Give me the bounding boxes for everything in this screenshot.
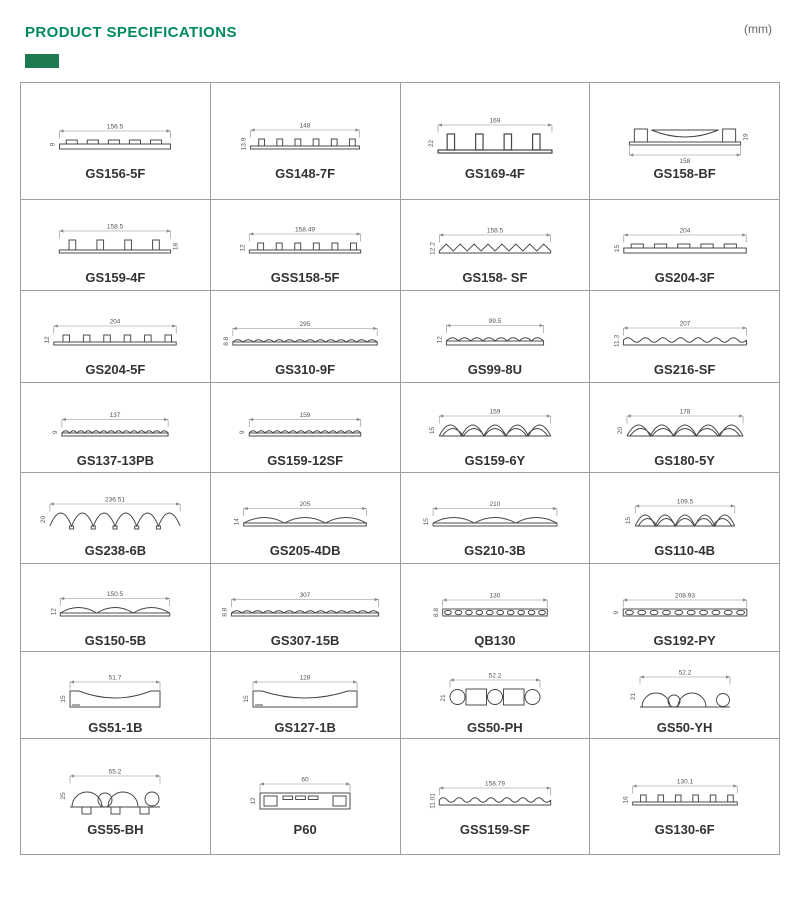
- svg-text:307: 307: [299, 591, 311, 599]
- profile-drawing: [595, 757, 775, 821]
- svg-text:55.2: 55.2: [109, 768, 122, 775]
- profile-drawing: [25, 478, 205, 542]
- product-cell: [401, 473, 591, 564]
- svg-text:20: 20: [40, 515, 48, 524]
- profile-drawing: [215, 655, 395, 719]
- svg-text:52.2: 52.2: [678, 669, 691, 677]
- product-code: GS204-5F: [85, 361, 146, 377]
- svg-text:208.93: 208.93: [674, 592, 695, 599]
- product-code: GS210-3B: [464, 543, 526, 558]
- svg-text:158.5: 158.5: [486, 227, 504, 235]
- product-code: GS51-1B: [88, 720, 143, 735]
- profile-drawing: [215, 757, 395, 821]
- product-cell: [401, 564, 591, 652]
- profile-drawing: [595, 205, 775, 269]
- product-cell: [21, 83, 211, 200]
- product-cell: [401, 83, 591, 200]
- svg-text:137: 137: [109, 411, 121, 419]
- profile-drawing: [215, 478, 395, 542]
- profile-drawing: [595, 101, 775, 165]
- product-code: P60: [293, 821, 317, 837]
- profile-drawing: [595, 568, 775, 632]
- profile-drawing: [215, 297, 395, 361]
- svg-text:19: 19: [742, 133, 750, 141]
- profile-drawing: [405, 101, 585, 165]
- product-cell: [21, 473, 211, 564]
- product-code: GS204-3F: [654, 270, 715, 285]
- product-cell: [590, 83, 780, 200]
- page-title: PRODUCT SPECIFICATIONS: [25, 24, 237, 41]
- svg-text:178: 178: [679, 408, 691, 415]
- svg-text:11.01: 11.01: [429, 792, 437, 809]
- unit-label: (mm): [744, 22, 772, 36]
- product-cell: [590, 473, 780, 564]
- profile-drawing: [215, 101, 395, 165]
- svg-text:156.5: 156.5: [107, 123, 124, 131]
- product-cell: [21, 200, 211, 291]
- svg-text:12: 12: [239, 244, 247, 252]
- svg-text:8.8: 8.8: [432, 607, 440, 617]
- svg-text:109.5: 109.5: [676, 498, 693, 506]
- page-header: [0, 0, 800, 68]
- product-code: GS110-4B: [654, 543, 715, 558]
- svg-text:150.5: 150.5: [107, 590, 124, 598]
- product-cell: [401, 383, 591, 473]
- product-code: GSS159-SF: [459, 821, 530, 837]
- svg-text:12: 12: [250, 796, 258, 805]
- svg-text:207: 207: [679, 320, 691, 327]
- profile-drawing: [595, 478, 775, 542]
- svg-text:22: 22: [427, 139, 435, 148]
- product-cell: [211, 652, 401, 739]
- svg-text:12: 12: [44, 335, 52, 344]
- svg-text:8.8: 8.8: [221, 607, 229, 617]
- profile-drawing: [595, 388, 775, 452]
- profile-drawing: [405, 297, 585, 361]
- product-cell: [590, 291, 780, 383]
- svg-text:13.9: 13.9: [240, 137, 248, 151]
- svg-text:15: 15: [624, 516, 632, 525]
- product-cell: [21, 739, 211, 855]
- product-code: GS307-15B: [270, 632, 340, 648]
- product-code: GS137-13PB: [76, 452, 155, 468]
- svg-text:16: 16: [622, 795, 630, 804]
- profile-drawing: [25, 101, 205, 165]
- svg-text:15: 15: [613, 244, 621, 253]
- product-code: GS55-BH: [87, 821, 144, 837]
- product-code: GSS158-5F: [270, 270, 340, 285]
- svg-text:148: 148: [299, 122, 311, 130]
- profile-drawing: [405, 568, 585, 632]
- product-cell: [211, 200, 401, 291]
- svg-text:158.79: 158.79: [484, 780, 505, 787]
- product-code: GS148-7F: [275, 166, 336, 181]
- product-code: GS156-5F: [85, 166, 146, 181]
- profile-drawing: [405, 757, 585, 821]
- svg-text:9: 9: [52, 429, 60, 434]
- svg-text:99.5: 99.5: [488, 317, 502, 325]
- svg-text:9: 9: [612, 610, 620, 614]
- product-cell: [401, 652, 591, 739]
- svg-text:169: 169: [489, 117, 501, 125]
- profile-drawing: [25, 388, 205, 452]
- svg-text:21: 21: [629, 692, 637, 701]
- green-swatch: [25, 54, 59, 68]
- product-cell: [211, 383, 401, 473]
- spec-grid: [20, 82, 780, 855]
- svg-text:295: 295: [299, 320, 311, 328]
- product-code: GS127-1B: [274, 720, 336, 735]
- product-cell: [590, 739, 780, 855]
- product-code: GS99-8U: [467, 361, 522, 377]
- profile-drawing: [405, 205, 585, 269]
- product-code: GS238-6B: [84, 543, 147, 558]
- product-code: GS150-5B: [84, 632, 147, 648]
- product-cell: [401, 291, 591, 383]
- product-code: GS180-5Y: [654, 452, 715, 468]
- product-code: GS158-BF: [653, 166, 716, 181]
- svg-text:8.8: 8.8: [222, 336, 230, 346]
- svg-text:51.7: 51.7: [109, 674, 122, 682]
- product-code: GS50-PH: [467, 720, 523, 735]
- profile-drawing: [405, 655, 585, 719]
- profile-drawing: [595, 655, 775, 719]
- svg-text:205: 205: [299, 501, 311, 508]
- svg-text:14: 14: [233, 518, 241, 526]
- product-cell: [21, 383, 211, 473]
- product-code: GS50-YH: [656, 720, 713, 735]
- profile-drawing: [215, 568, 395, 632]
- product-cell: [211, 291, 401, 383]
- product-code: GS159-6Y: [464, 452, 526, 468]
- profile-drawing: [25, 297, 205, 361]
- svg-text:158: 158: [679, 158, 691, 165]
- svg-text:159: 159: [489, 408, 501, 415]
- svg-text:11.3: 11.3: [613, 334, 621, 347]
- product-cell: [21, 564, 211, 652]
- profile-drawing: [215, 388, 395, 452]
- profile-drawing: [405, 388, 585, 452]
- svg-text:130: 130: [489, 592, 501, 599]
- product-cell: [21, 652, 211, 739]
- svg-text:15: 15: [429, 426, 437, 434]
- profile-drawing: [25, 757, 205, 821]
- svg-text:9: 9: [49, 142, 57, 147]
- svg-text:21: 21: [439, 694, 447, 702]
- product-cell: [401, 200, 591, 291]
- product-code: GS205-4DB: [269, 543, 341, 558]
- product-code: GS192-PY: [653, 632, 716, 648]
- product-cell: [211, 739, 401, 855]
- svg-text:9: 9: [239, 429, 247, 434]
- product-cell: [590, 652, 780, 739]
- svg-text:25: 25: [60, 791, 68, 800]
- product-code: GS310-9F: [275, 361, 336, 377]
- svg-text:20: 20: [616, 426, 624, 434]
- svg-text:12: 12: [50, 607, 58, 615]
- svg-text:130.1: 130.1: [676, 778, 693, 785]
- product-cell: [211, 564, 401, 652]
- profile-drawing: [595, 297, 775, 361]
- svg-text:158.49: 158.49: [295, 226, 316, 234]
- product-code: GS158- SF: [462, 270, 528, 285]
- svg-text:15: 15: [243, 695, 251, 703]
- product-cell: [211, 83, 401, 200]
- product-cell: [21, 291, 211, 383]
- svg-text:12.2: 12.2: [429, 242, 437, 255]
- svg-text:159: 159: [299, 411, 311, 419]
- svg-text:18: 18: [173, 242, 181, 251]
- product-code: GS130-6F: [654, 821, 715, 837]
- svg-text:158.5: 158.5: [107, 223, 124, 231]
- product-cell: [590, 200, 780, 291]
- product-code: GS159-12SF: [267, 452, 344, 468]
- profile-drawing: [25, 205, 205, 269]
- product-cell: [401, 739, 591, 855]
- profile-drawing: [25, 655, 205, 719]
- product-code: QB130: [474, 632, 516, 648]
- svg-text:52.2: 52.2: [488, 672, 502, 680]
- svg-text:128: 128: [299, 674, 311, 682]
- product-code: GS216-SF: [653, 361, 716, 377]
- svg-text:210: 210: [489, 501, 501, 508]
- profile-drawing: [405, 478, 585, 542]
- product-cell: [590, 383, 780, 473]
- product-code: GS169-4F: [464, 166, 525, 181]
- svg-text:204: 204: [109, 318, 121, 325]
- svg-text:15: 15: [422, 518, 430, 526]
- product-cell: [590, 564, 780, 652]
- profile-drawing: [25, 568, 205, 632]
- svg-text:12: 12: [436, 335, 444, 343]
- svg-text:15: 15: [60, 695, 68, 703]
- profile-drawing: [215, 205, 395, 269]
- product-cell: [211, 473, 401, 564]
- product-code: GS159-4F: [85, 270, 146, 285]
- svg-text:60: 60: [301, 776, 309, 783]
- svg-text:236.51: 236.51: [105, 496, 126, 504]
- svg-text:204: 204: [679, 227, 691, 235]
